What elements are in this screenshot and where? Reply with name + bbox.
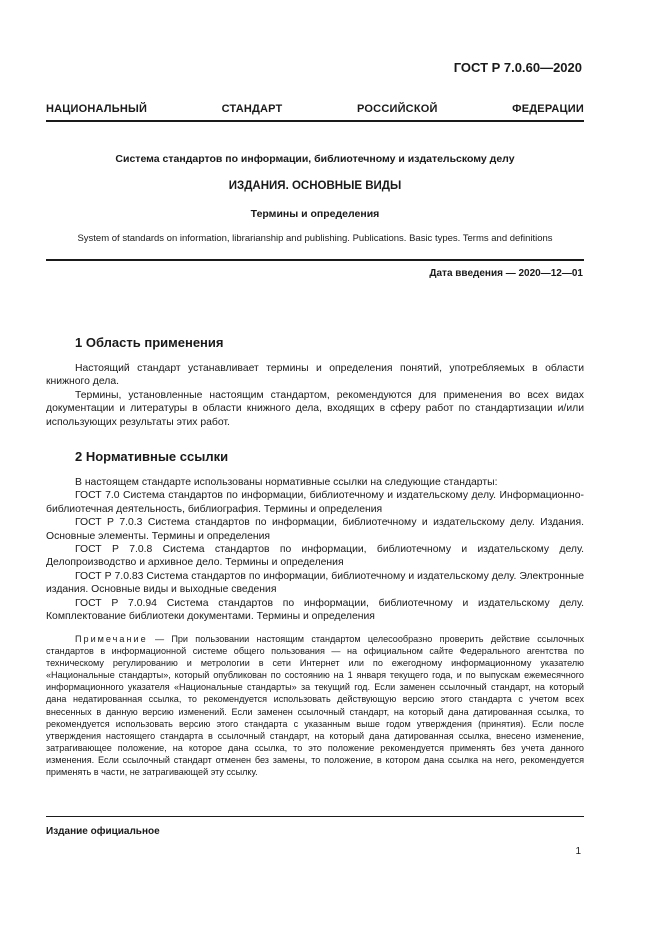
standard-code: ГОСТ Р 7.0.60—2020 [453,60,582,75]
series-title: Система стандартов по информации, библиотечному и издательскому делу [115,153,515,165]
reference-item: ГОСТ Р 7.0.83 Система стандартов по информации, библиотечному и издательскому делу. Электронные издания. Основные виды и выходные сведения [46,570,584,596]
title-divider [46,259,584,261]
reference-item: ГОСТ Р 7.0.94 Система стандартов по информации, библиотечному и издательскому делу. Комплектование библиотеки документами. Термины и определения [46,597,584,623]
paragraph: Термины, установленные настоящим стандартом, рекомендуются для применения во всех видах документации и литературы в области книжного дела, входящих в сферу работ по стандартизации и/или использующих результаты этих работ. [46,389,584,428]
section-heading-references: 2 Нормативные ссылки [75,449,229,464]
page-number: 1 [575,846,581,857]
section-heading-scope: 1 Область применения [75,335,224,350]
document-subtitle: Термины и определения [250,208,380,220]
paragraph: Настоящий стандарт устанавливает термины и определения понятий, употребляемых в области книжного дела. [46,363,584,388]
note-label: Примечание [75,634,148,644]
reference-item: ГОСТ 7.0 Система стандартов по информации, библиотечному и издательскому делу. Информационно-библиотечная деятельность, библиография. Термины и определения [46,490,584,515]
footer-divider [46,816,584,817]
official-edition-label: Издание официальное [46,826,160,837]
note-text: — При пользовании настоящим стандартом целесообразно проверить действие ссылочных стандартов в информационной системе общего пользования — на официальном сайте Федерального агентства по техническому регулированию и метрологии в сети Интернет или по ежегодному информационному указателю «Национальные стандарты», который опубликован по состоянию на 1 января текущего года, и по выпускам ежемесячного информационного указателя «Национальные стандарты» за текущий год. Если заменен ссылочный стандарт, на который дана недатированная ссылка, то рекомендуется использовать действующую версию этого стандарта с учетом всех внесенных в данную версию изменений. Если заменен ссылочный стандарт, на который дана датированная ссылка, то рекомендуется использовать версию этого стандарта с указанным выше годом утверждения (принятия). Если после утверждения настоящего стандарта в ссылочный стандарт, на который дана датированная ссылка, внесено изменение, затрагивающее положение, на которое дана ссылка, то это положение рекомендуется применять без учета данного изменения. Если ссылочный стандарт отменен без замены, то положение, в котором дана ссылка на него, рекомендуется применять в части, не затрагивающей эту ссылку. [46,634,584,778]
paragraph: В настоящем стандарте использованы нормативные ссылки на следующие стандарты: [75,477,498,488]
reference-item: ГОСТ Р 7.0.3 Система стандартов по информации, библиотечному и издательскому делу. Издания. Основные элементы. Термины и определения [46,517,584,542]
section-body-references [46,476,584,623]
document-title: ИЗДАНИЯ. ОСНОВНЫЕ ВИДЫ [228,180,402,192]
national-standard-title: НАЦИОНАЛЬНЫЙ СТАНДАРТ РОССИЙСКОЙ ФЕДЕРАЦИИ [46,103,584,115]
note-block [46,633,584,778]
section-body-scope [46,362,584,429]
english-title: System of standards on information, librarianship and publishing. Publications. Basic types. Terms and definitions [77,233,553,244]
header-divider [46,120,584,122]
note-paragraph [46,633,584,778]
reference-item: ГОСТ Р 7.0.8 Система стандартов по информации, библиотечному и издательскому делу. Делопроизводство и архивное дело. Термины и определения [46,544,584,569]
effective-date: Дата введения — 2020—12—01 [429,268,583,279]
